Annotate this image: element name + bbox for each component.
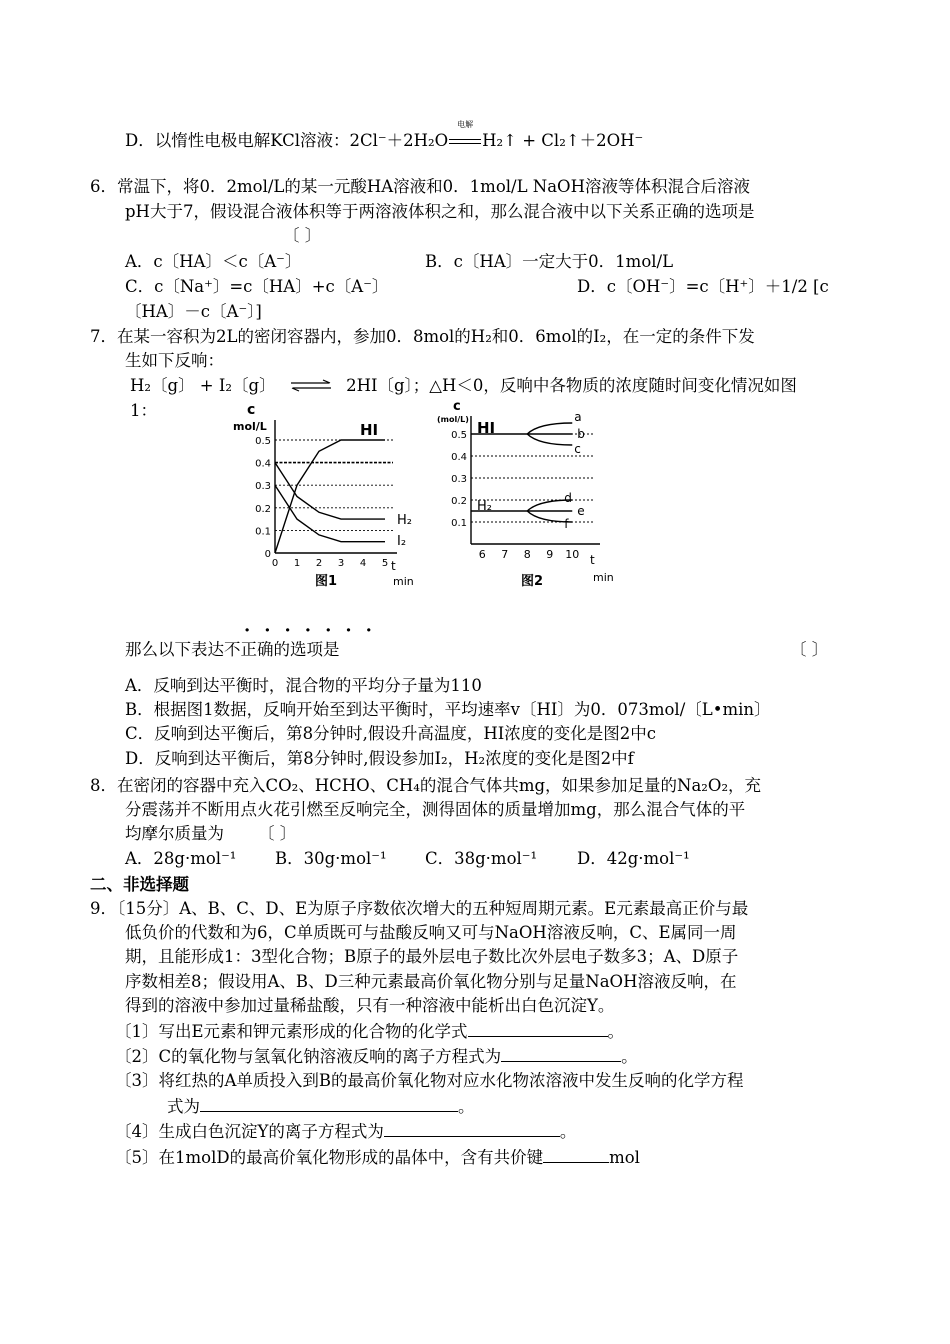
q8-option-c: C．38g·mol⁻¹ (425, 849, 538, 868)
q9-sub5-unit: mol (609, 1148, 640, 1167)
fig2-xtick-label: 8 (523, 548, 531, 561)
fig2-label-hi: HI (477, 419, 496, 437)
q9-line2: 低负价的代数和为6，C单质既可与盐酸反响又可与NaOH溶液反响，C、E属同一周 (125, 923, 737, 942)
q8-answer-paren: 〔 〕 (258, 824, 297, 843)
fig1-xlabel-t: t (391, 559, 396, 573)
q9-sub1-text: 〔1〕写出E元素和钾元素形成的化合物的化学式 (115, 1022, 468, 1041)
fig2-series-a (527, 423, 572, 434)
q9-sub4-period: 。 (559, 1122, 577, 1141)
q5-option-d (125, 120, 644, 151)
fig1-xtick-label: 0 (271, 558, 279, 569)
q7-option-a: A．反响到达平衡时，混合物的平均分子量为110 (125, 676, 482, 695)
fig2-curve-label-c: c (574, 442, 581, 456)
q9-sub5-text: 〔5〕在1molD的最高价氧化物形成的晶体中，含有共价键 (115, 1148, 544, 1167)
q9-sub5-answer-blank[interactable] (543, 1147, 609, 1163)
fig2-ytick-label: 0.1 (451, 518, 467, 529)
fig1-series-hi (275, 440, 385, 553)
q9-sub2 (115, 1046, 638, 1067)
q9-sub2-period: 。 (621, 1047, 638, 1066)
q8-line3-text: 均摩尔质量为 (125, 824, 224, 843)
electrolysis-arrow (448, 120, 482, 151)
q9-line4: 序数相差8；假设用A、B、D三种元素最高价氧化物分别与足量NaOH溶液反响，在 (125, 972, 737, 991)
q9-sub1 (115, 1021, 624, 1042)
fig1-ytick-label: 0.1 (255, 526, 271, 538)
section-title: 二、非选择题 (90, 875, 189, 894)
fig1-xtick-label: 4 (359, 558, 367, 569)
q7-emphasis-dots: ······· (244, 620, 386, 641)
figure-2-chart (435, 396, 620, 588)
q9-sub2-text: 〔2〕C的氧化物与氢氧化钠溶液反响的离子方程式为 (115, 1047, 502, 1066)
fig2-ytick-label: 0.3 (451, 474, 467, 485)
q9-line1: 9．〔15分〕A、B、C、D、E为原子序数依次增大的五种短周期元素。E元素最高正价与最 (90, 899, 749, 918)
q6-option-c: C．c〔Na⁺〕=c〔HA〕+c〔A⁻〕 (125, 277, 389, 296)
fig2-ylabel-unit: (mol/L) (437, 415, 469, 424)
fig1-xtick-label: 1 (293, 558, 301, 569)
q6-option-a: A．c〔HA〕＜c〔A⁻〕 (125, 252, 302, 271)
q9-sub4-answer-blank[interactable] (384, 1121, 560, 1137)
q7-option-b: B．根据图1数据，反响开始至到达平衡时，平均速率v〔HI〕为0．073mol/〔L•min〕 (125, 700, 771, 719)
fig1-ytick-label: 0.3 (255, 481, 271, 493)
fig2-label-h2: H₂ (477, 499, 492, 514)
fig1-ylabel-unit: mol/L (233, 420, 267, 433)
q6-line1: 6．常温下，将0．2mol/L的某一元酸HA溶液和0．1mol/L NaOH溶液等体积混合后溶液 (90, 177, 750, 196)
q9-sub4-text: 〔4〕生成白色沉淀Y的离子方程式为 (115, 1122, 384, 1141)
fig2-series-c (527, 434, 572, 445)
fig1-label-i2: I₂ (397, 534, 407, 549)
q6-line2: pH大于7，假设混合液体积等于两溶液体积之和，那么混合液中以下关系正确的选项是 (125, 202, 755, 221)
q9-sub3-text: 式为 (167, 1097, 200, 1116)
q6-option-d-line1: D．c〔OH⁻〕=c〔H⁺〕＋1/2 [c (577, 277, 829, 296)
fig2-xlabel-t: t (590, 553, 595, 567)
q8-line2: 分震荡并不断用点火花引燃至反响完全，测得固体的质量增加mg，那么混合气体的平 (125, 800, 746, 819)
fig1-xtick-label: 3 (337, 558, 345, 569)
q7-option-c: C．反响到达平衡后，第8分钟时,假设升高温度，HI浓度的变化是图2中c (125, 724, 657, 743)
fig1-ytick-label: 0.5 (255, 436, 271, 447)
electrolysis-condition: 电解 (457, 120, 474, 129)
fig2-xtick-label: 7 (501, 548, 509, 561)
q5-option-d-products: H₂↑ + Cl₂↑＋2OH⁻ (482, 131, 644, 150)
q5-option-d-text: D．以惰性电极电解KCl溶液：2Cl⁻＋2H₂O (125, 131, 449, 150)
figure-1-chart (225, 398, 414, 590)
q9-sub4 (115, 1121, 576, 1142)
fig2-xtick-label: 6 (478, 548, 486, 561)
fig2-curve-label-f: f (564, 517, 569, 531)
equilibrium-arrow-icon (289, 377, 333, 397)
q7-option-d: D．反响到达平衡后，第8分钟时,假设参加I₂，H₂浓度的变化是图2中f (125, 749, 634, 768)
q6-option-d-line2: 〔HA〕－c〔A⁻〕] (125, 302, 262, 321)
fig1-ytick-label: 0.4 (255, 458, 271, 470)
q7-line1: 7．在某一容积为2L的密闭容器内，参加0．8mol的H₂和0．6mol的I₂，在一定的条件下发 (90, 327, 755, 346)
fig2-caption: 图2 (521, 574, 544, 589)
fig1-ytick-label: 0.2 (255, 503, 271, 515)
q7-equation-products: 2HI〔g〕；△H＜0，反响中各物质的浓度随时间变化情况如图 (346, 376, 797, 395)
q9-sub3-line1: 〔3〕将红热的A单质投入到B的最高价氧化物对应水化物浓溶液中发生反响的化学方程 (115, 1071, 744, 1090)
fig1-caption: 图1 (315, 574, 338, 589)
fig2-ytick-label: 0.2 (451, 496, 467, 507)
fig2-ytick-label: 0.4 (451, 452, 467, 463)
q9-sub3-line2 (167, 1096, 475, 1117)
q7-equation-reactants: H₂〔g〕 + I₂〔g〕 (130, 376, 276, 395)
fig1-label-hi: HI (360, 421, 379, 439)
fig1-xtick-label: 2 (315, 558, 323, 569)
q8-line3 (125, 824, 296, 844)
q8-option-a: A．28g·mol⁻¹ (125, 849, 237, 868)
q7-equation (130, 376, 797, 397)
q6-answer-paren: 〔 〕 (283, 226, 322, 245)
fig2-curve-label-b: b (577, 427, 585, 441)
q7-line4: 1： (130, 401, 157, 420)
q9-sub3-answer-blank[interactable] (200, 1096, 458, 1112)
q9-sub1-answer-blank[interactable] (468, 1021, 608, 1037)
q9-line3: 期，且能形成1：3型化合物；B原子的最外层电子数比次外层电子数多3；A、D原子 (125, 947, 739, 966)
fig2-curve-label-a: a (574, 410, 582, 424)
fig1-ylabel-c: c (247, 402, 256, 418)
q9-sub5 (115, 1147, 640, 1168)
q9-sub3-period: 。 (458, 1097, 475, 1116)
q6-option-b: B．c〔HA〕一定大于0．1mol/L (425, 252, 674, 271)
fig1-ytick-label: 0 (264, 549, 271, 560)
fig2-curve-label-d: d (564, 491, 572, 505)
fig2-curve-label-e: e (577, 504, 585, 518)
fig2-xlabel-unit: min (593, 571, 614, 584)
q9-sub1-period: 。 (607, 1022, 625, 1041)
q9-sub2-answer-blank[interactable] (501, 1046, 621, 1062)
q7-line2: 生如下反响： (125, 351, 224, 370)
fig2-xtick-label: 10 (565, 548, 580, 561)
q9-line5: 得到的溶液中参加过量稀盐酸，只有一种溶液中能析出白色沉淀Y。 (125, 996, 615, 1015)
q7-stem: 那么以下表达不正确的选项是 (125, 640, 340, 659)
fig1-xlabel-unit: min (393, 575, 414, 588)
fig2-ylabel-c: c (453, 399, 461, 414)
q7-answer-paren: 〔 〕 (790, 640, 829, 659)
fig1-xtick-label: 5 (381, 558, 389, 569)
fig1-label-h2: H₂ (397, 513, 412, 528)
fig2-xtick-label: 9 (546, 548, 554, 561)
q8-option-b: B．30g·mol⁻¹ (275, 849, 387, 868)
q8-option-d: D．42g·mol⁻¹ (577, 849, 690, 868)
fig2-ytick-label: 0.5 (451, 430, 467, 441)
fig1-series-i2 (275, 485, 385, 542)
q8-line1: 8．在密闭的容器中充入CO₂、HCHO、CH₄的混合气体共mg，如果参加足量的Na₂O₂，充 (90, 776, 762, 795)
